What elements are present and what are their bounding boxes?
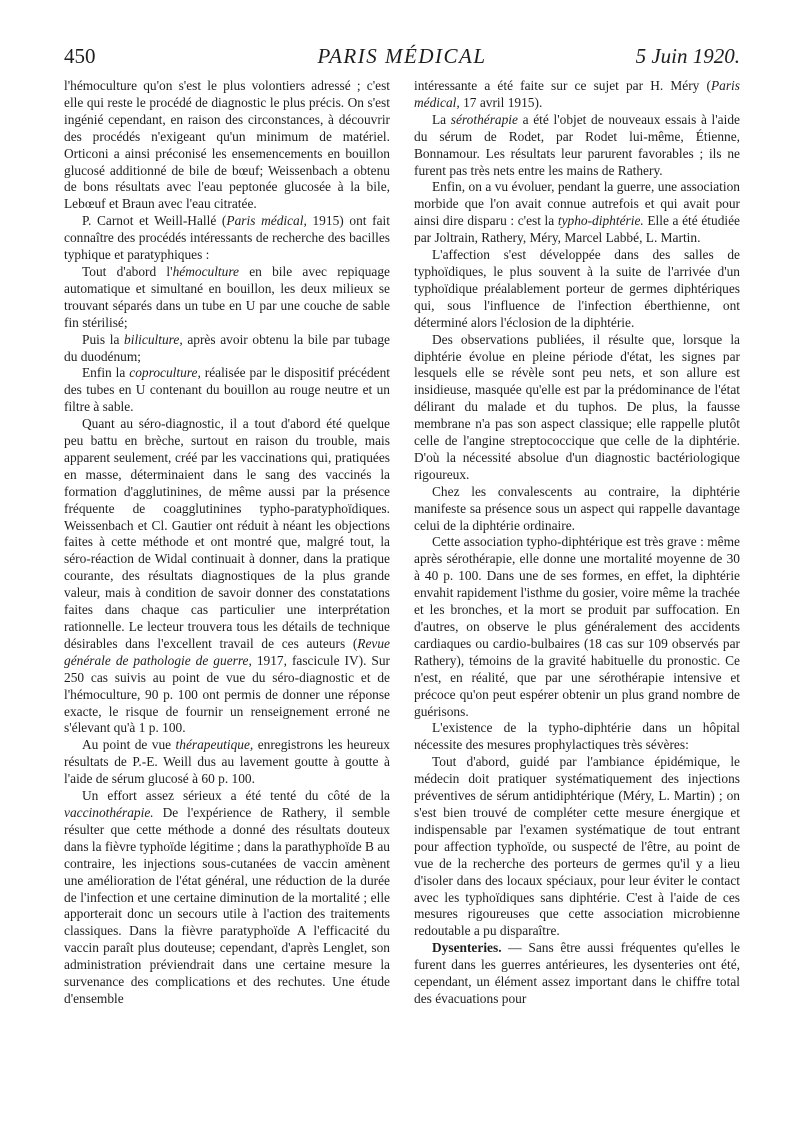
- paragraph: l'hémoculture qu'on s'est le plus volontiers adressé ; c'est elle qui reste le procédé de diagnostic le plus précis. On s'est ingénié cependant, en raison des circonstances, à découvrir des procédés n'exigeant qu'un minimum de matériel. Orticoni a ainsi préconisé les ensemencements en bouillon glucosé additionné de bile de bœuf; Weissenbach a obtenu de bons résultats avec l'eau peptonée glucosée à la bile, Lebœuf et Braun avec l'eau citratée.: [64, 78, 390, 212]
- page-number: 450: [64, 44, 96, 68]
- paragraph: Dysenteries. — Sans être aussi fréquentes qu'elles le furent dans les guerres antérieures, les dysenteries ont été, cependant, un élément assez important dans le chiffre total des évacuations pour: [414, 940, 740, 1006]
- right-column: [414, 78, 740, 1008]
- page-header: [64, 44, 740, 74]
- paragraph: Des observations publiées, il résulte que, lorsque la diphtérie évolue en pleine période d'état, les signes par lesquels elle se révèle sont peu nets, et son allure est insidieuse, masquée qu'elle est par la prédominance de l'état délirant du malade et du tuphos. De plus, la fausse membrane n'a pas son aspect classique; elle rappelle plutôt celle de l'angine streptococcique que celle de la diphtérie. D'où la nécessité absolue d'un diagnostic bactériologique rigoureux.: [414, 331, 740, 482]
- paragraph: La sérothérapie a été l'objet de nouveaux essais à l'aide du sérum de Rodet, par Rodet lui-même, Étienne, Bonnamour. Les résultats leur parurent favorables ; ils ne furent pas très nets entre les mains de Rathery.: [414, 111, 740, 178]
- paragraph: Enfin la coproculture, réalisée par le dispositif précédent des tubes en U contenant du bouillon au rouge neutre et un filtre à sable.: [64, 365, 390, 415]
- paragraph: Un effort assez sérieux a été tenté du côté de la vaccinothérapie. De l'expérience de Rathery, il semble résulter que cette méthode a donné des résultats douteux dans la fièvre typhoïde légitime ; dans la parathyphoïde B au contraire, les injections sous-cutanées de vaccin amènent une amélioration de l'état général, une réduction de la durée de l'infection et une certaine diminution de la mortalité ; elle apporterait donc un secours utile à l'action des traitements classiques. Dans la fièvre paratyphoïde A l'efficacité du vaccin paraît plus douteuse; cependant, d'après Lenglet, son administration préviendrait dans une certaine mesure la survenance des complications et des rechutes. Une étude d'ensemble: [64, 788, 390, 1006]
- paragraph: L'affection s'est développée dans des salles de typhoïdiques, le plus souvent à la suite de l'arrivée d'un typhoïdique préalablement porteur de germes diphtériques qui, sous l'influence de l'infection éberthienne, ont déterminé alors l'éclosion de la diphtérie.: [414, 247, 740, 330]
- paragraph: Chez les convalescents au contraire, la diphtérie manifeste sa présence sous un aspect qui rappelle davantage celui de la diphtérie ordinaire.: [414, 483, 740, 533]
- issue-date: 5 Juin 1920.: [635, 44, 740, 68]
- paragraph: Puis la biliculture, après avoir obtenu la bile par tubage du duodénum;: [64, 331, 390, 364]
- paragraph: intéressante a été faite sur ce sujet par H. Méry (Paris médical, 17 avril 1915).: [414, 78, 740, 110]
- paragraph: Tout d'abord l'hémoculture en bile avec repiquage automatique et simultané en bouillon, les deux milieux se trouvant séparés dans un tube en U par une couche de sable fin stérilisé;: [64, 263, 390, 330]
- journal-title: PARIS MÉDICAL: [317, 44, 487, 68]
- left-column: [64, 78, 390, 1008]
- section-heading-dysenteries: Dysenteries.: [432, 940, 502, 956]
- paragraph: Enfin, on a vu évoluer, pendant la guerre, une association morbide que l'on avait connue autrefois et qui avait pour ainsi dire disparu : c'est la typho-diphtérie. Elle a été étudiée par Joltrain, Rathery, Méry, Marcel Labbé, L. Martin.: [414, 179, 740, 246]
- paragraph: Quant au séro-diagnostic, il a tout d'abord été quelque peu battu en brèche, surtout en raison du trouble, mais apparent seulement, créé par les vaccinations qui, pratiquées en masse, déterminaient dans le sang des vaccinés la formation d'agglutinines, de même aussi par la présence fréquente de coagglutinines typho-paratyphoïdiques. Weissenbach et Cl. Gautier ont réduit à néant les objections faites à cette méthode et ont montré que, malgré tout, la séro-réaction de Widal continuait à donner, dans la pratique courante, des résultats diagnostiques de la plus grande valeur, mais à condition de savoir donner des constatations faites dans chaque cas particulier une interprétation rationnelle. Le lecteur trouvera tous les détails de technique désirables dans l'excellent travail de ces auteurs (Revue générale de pathologie de guerre, 1917, fascicule IV). Sur 250 cas suivis au point de vue du séro-diagnostic et de l'hémoculture, 90 p. 100 ont permis de donner une réponse exacte, le risque de fournir un renseignement erroné ne s'élevant qu'à 1 p. 100.: [64, 416, 391, 736]
- paragraph: Cette association typho-diphtérique est très grave : même après sérothérapie, elle donne une mortalité moyenne de 30 à 40 p. 100. Dans une de ses formes, en effet, la diphtérie envahit rapidement l'isthme du gosier, voire même la trachée et les bronches, et la mort se produit par suffocation. En d'autres, on observe le plus généralement des accidents cardiaques ou cardio-bulbaires (18 cas sur 109 observés par Rathery), témoins de la gravité habituelle du pronostic. Ce n'est, en réalité, que par une sérothérapie intensive et précoce qu'on peut espérer obtenir un plus grand nombre de guérisons.: [414, 534, 740, 719]
- paragraph: P. Carnot et Weill-Hallé (Paris médical, 1915) ont fait connaître des procédés intéressants de recherche des bacilles typhique et paratyphiques :: [64, 213, 390, 263]
- paragraph: Tout d'abord, guidé par l'ambiance épidémique, le médecin doit pratiquer systématiquement des injections préventives de sérum antidiphtérique (Méry, L. Martin) ; on s'est bien trouvé de compléter cette mesure énergique et indispensable par l'examen systématique de tout entrant pour affection typhoïde, ou suspecté de l'être, au point de vue de la recherche des porteurs de germes qu'il y a lieu d'isoler dans des locaux spéciaux, pour leur éviter le contact avec les typhoïdiques sans diphtérie. C'est à l'aide de ces mesures rigoureuses que cette association microbienne redoutable a pu disparaître.: [414, 754, 740, 939]
- paragraph: L'existence de la typho-diphtérie dans un hôpital nécessite des mesures prophylactiques très sévères:: [414, 720, 740, 753]
- paragraph: Au point de vue thérapeutique, enregistrons les heureux résultats de P.-E. Weill dus au lavement goutte à goutte à l'aide de sérum glucosé à 60 p. 100.: [64, 737, 390, 787]
